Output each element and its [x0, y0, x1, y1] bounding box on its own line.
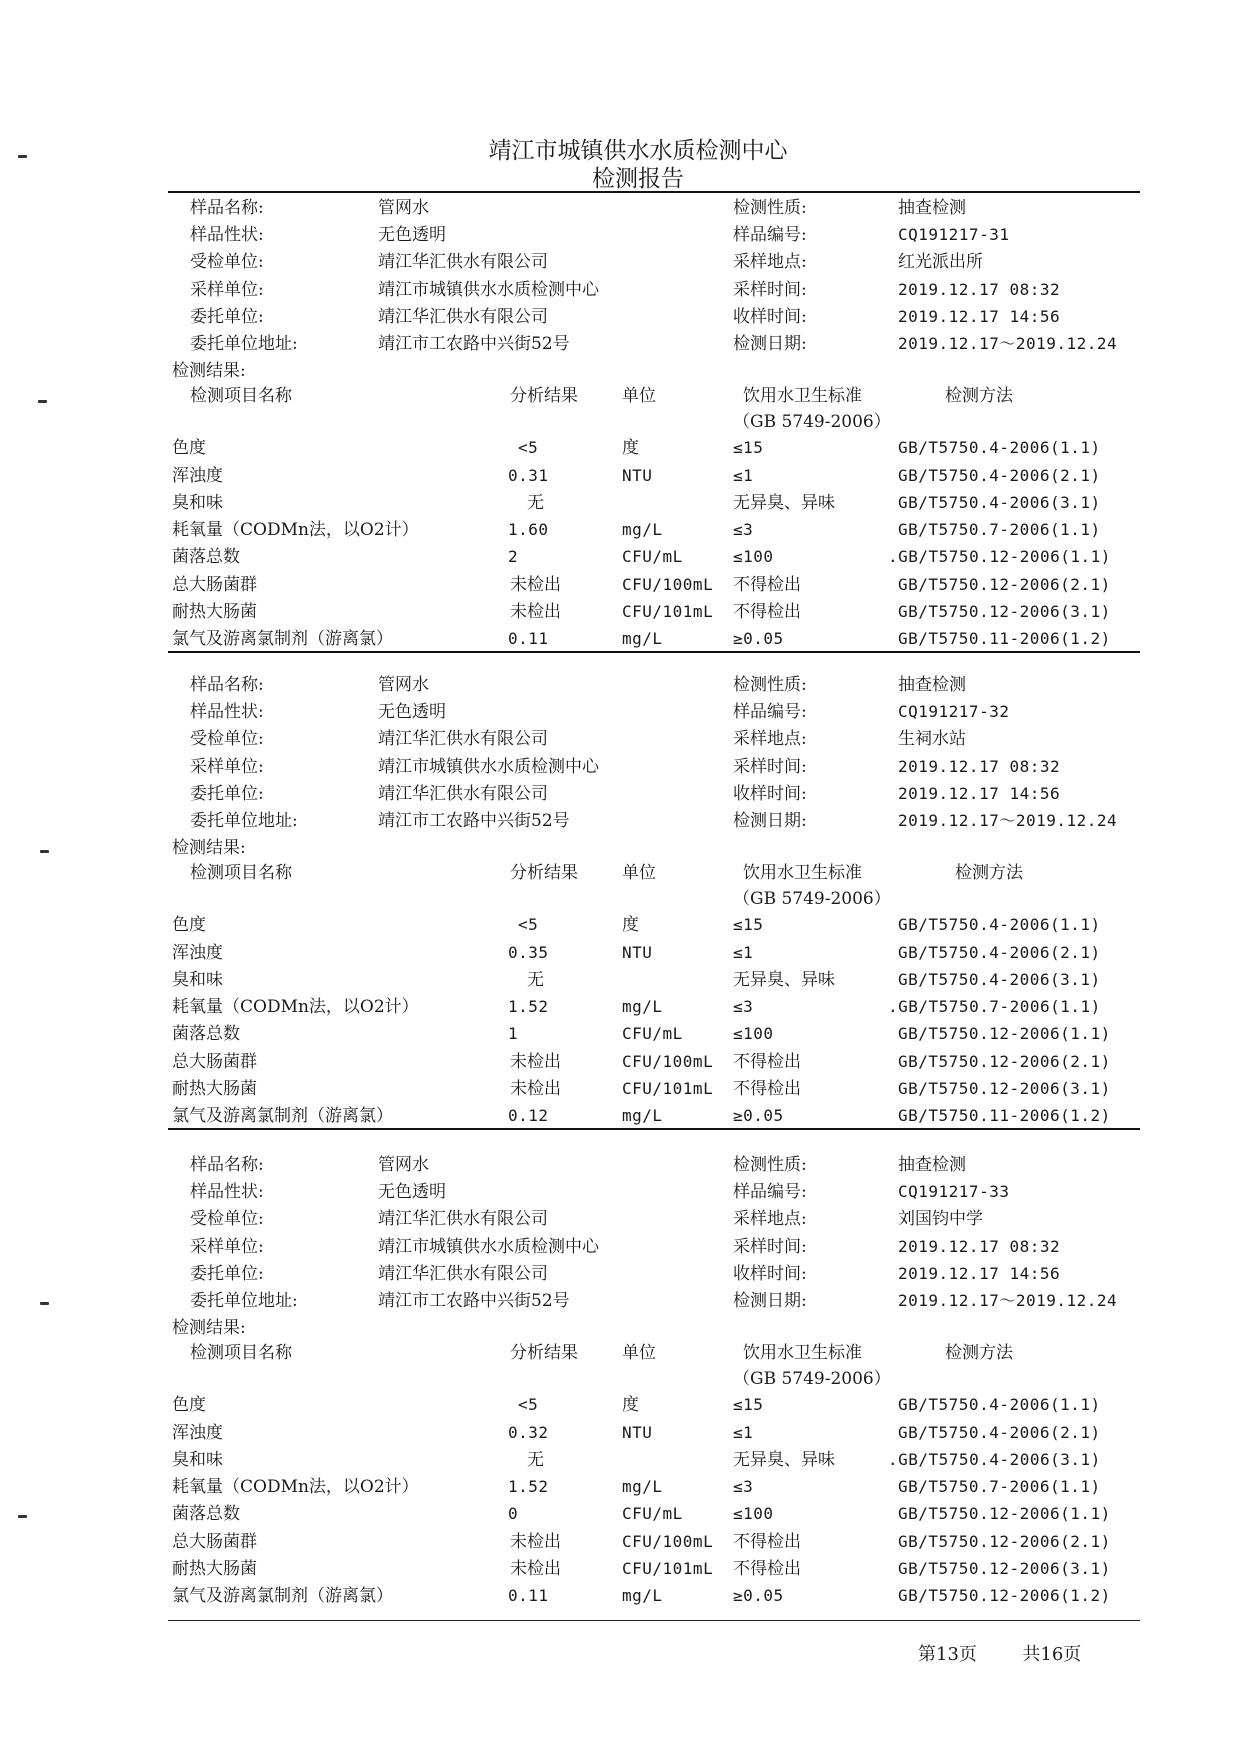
field-label-sampling-time: 采样时间: — [733, 1236, 807, 1257]
field-label-sample-name: 样品名称: — [190, 675, 264, 695]
table-row-result: 0.12 — [508, 1106, 549, 1126]
field-value-client-unit: 靖江华汇供水有限公司 — [378, 783, 548, 804]
page-number: 第13页 — [918, 1644, 977, 1665]
field-label-test-nature: 检测性质: — [733, 675, 807, 695]
table-row-standard: ≤3 — [733, 997, 754, 1017]
field-value-test-nature: 抽查检测 — [898, 1155, 966, 1175]
table-row-unit: CFU/100mL — [622, 574, 714, 594]
table-row-method: .GB/T5750.4-2006(3.1) — [888, 1449, 1101, 1469]
table-row-item: 色度 — [172, 438, 206, 459]
table-row-method: GB/T5750.12-2006(1.1) — [898, 1504, 1111, 1524]
field-value-sample-no: CQ191217-33 — [898, 1182, 1010, 1202]
table-row-method: GB/T5750.12-2006(3.1) — [898, 1079, 1111, 1098]
field-value-sample-state: 无色透明 — [378, 702, 446, 723]
field-value-client-address: 靖江市工农路中兴街52号 — [378, 334, 570, 354]
col-header-result: 分析结果 — [510, 1343, 578, 1364]
field-label-sampling-site: 采样地点: — [733, 252, 807, 273]
table-row-unit: NTU — [622, 942, 653, 962]
col-header-unit: 单位 — [622, 863, 656, 884]
table-row-item: 臭和味 — [172, 1449, 223, 1470]
table-row-method: .GB/T5750.7-2006(1.1) — [888, 997, 1101, 1017]
report-title: 靖江市城镇供水水质检测中心 — [488, 138, 788, 164]
col-header-standard-code: （GB 5749-2006） — [733, 889, 891, 910]
table-row-standard: 不得检出 — [733, 1051, 801, 1072]
table-row-method: GB/T5750.4-2006(1.1) — [898, 438, 1101, 458]
table-row-method: GB/T5750.12-2006(2.1) — [898, 1051, 1111, 1071]
field-label-sampling-site: 采样地点: — [733, 1209, 807, 1230]
table-row-unit: CFU/100mL — [622, 1051, 714, 1071]
table-row-item: 菌落总数 — [172, 547, 240, 568]
field-label-receiving-time: 收样时间: — [733, 783, 807, 804]
table-row-result: <5 — [518, 915, 539, 935]
col-header-result: 分析结果 — [510, 863, 578, 884]
table-row-standard: 无异臭、异味 — [733, 969, 835, 990]
table-row-method: GB/T5750.4-2006(1.1) — [898, 1395, 1101, 1415]
field-value-receiving-time: 2019.12.17 14:56 — [898, 783, 1061, 803]
page-total: 共16页 — [1022, 1644, 1082, 1665]
field-label-sample-name: 样品名称: — [190, 1155, 264, 1175]
table-row-item: 菌落总数 — [172, 1504, 240, 1525]
col-header-method: 检测方法 — [945, 386, 1013, 407]
table-row-result: 0 — [508, 1504, 519, 1524]
table-row-result: 无 — [527, 492, 544, 513]
section-divider — [168, 651, 1140, 653]
table-row-standard: ≤1 — [733, 942, 754, 962]
table-row-unit: CFU/mL — [622, 547, 683, 567]
table-row-method: .GB/T5750.12-2006(1.1) — [888, 547, 1111, 567]
field-label-receiving-time: 收样时间: — [733, 1263, 807, 1284]
col-header-unit: 单位 — [622, 386, 656, 407]
table-row-unit: CFU/100mL — [622, 1531, 714, 1551]
scan-speck — [40, 1302, 49, 1305]
col-header-unit: 单位 — [622, 1343, 656, 1364]
table-row-standard: 不得检出 — [733, 1559, 801, 1579]
field-label-sample-name: 样品名称: — [190, 198, 264, 218]
table-row-unit: mg/L — [622, 629, 663, 649]
col-header-standard: 饮用水卫生标准 — [743, 386, 862, 407]
table-row-standard: 不得检出 — [733, 1531, 801, 1552]
results-label: 检测结果: — [172, 838, 246, 859]
field-value-test-date: 2019.12.17～2019.12.24 — [898, 811, 1118, 830]
col-header-standard-code: （GB 5749-2006） — [733, 412, 891, 433]
table-row-standard: 不得检出 — [733, 1079, 801, 1099]
table-row-method: GB/T5750.12-2006(3.1) — [898, 602, 1111, 621]
table-row-result: 无 — [527, 969, 544, 990]
table-row-result: 未检出 — [510, 1531, 561, 1552]
field-value-sampling-time: 2019.12.17 08:32 — [898, 279, 1061, 299]
table-row-item: 耗氧量（CODMn法，以O2计） — [172, 1477, 419, 1498]
table-row-result: 0.11 — [508, 629, 549, 649]
bottom-rule — [168, 1620, 1140, 1621]
table-row-unit: CFU/101mL — [622, 1079, 714, 1098]
field-value-sampling-time: 2019.12.17 08:32 — [898, 756, 1061, 776]
field-value-inspected-unit: 靖江华汇供水有限公司 — [378, 729, 548, 750]
table-row-item: 耗氧量（CODMn法，以O2计） — [172, 997, 419, 1018]
table-row-item: 臭和味 — [172, 969, 223, 990]
table-row-method: GB/T5750.12-2006(1.2) — [898, 1586, 1111, 1606]
field-label-test-date: 检测日期: — [733, 811, 807, 831]
field-value-sampling-unit: 靖江市城镇供水水质检测中心 — [378, 756, 599, 777]
scan-speck — [18, 155, 27, 158]
table-row-item: 浑浊度 — [172, 942, 223, 963]
table-row-unit: CFU/101mL — [622, 602, 714, 621]
field-label-client-address: 委托单位地址: — [190, 334, 298, 354]
table-row-standard: ≤100 — [733, 1504, 774, 1524]
table-row-unit: 度 — [622, 1395, 639, 1416]
table-row-unit: mg/L — [622, 1106, 663, 1126]
table-row-item: 菌落总数 — [172, 1024, 240, 1045]
field-label-test-date: 检测日期: — [733, 334, 807, 354]
field-value-inspected-unit: 靖江华汇供水有限公司 — [378, 252, 548, 273]
table-row-method: GB/T5750.4-2006(2.1) — [898, 1422, 1101, 1442]
table-row-item: 耗氧量（CODMn法，以O2计） — [172, 520, 419, 541]
table-row-method: GB/T5750.11-2006(1.2) — [898, 629, 1111, 649]
field-value-sampling-site: 红光派出所 — [898, 252, 983, 273]
scan-speck — [40, 850, 49, 853]
table-row-method: GB/T5750.12-2006(3.1) — [898, 1559, 1111, 1578]
col-header-method: 检测方法 — [955, 863, 1023, 884]
field-value-client-address: 靖江市工农路中兴街52号 — [378, 1291, 570, 1311]
table-row-result: 0.11 — [508, 1586, 549, 1606]
field-value-sampling-site: 生祠水站 — [898, 729, 966, 750]
table-row-result: 1 — [508, 1024, 519, 1044]
table-row-item: 耐热大肠菌 — [172, 1559, 257, 1579]
table-row-result: 未检出 — [510, 1051, 561, 1072]
col-header-item: 检测项目名称 — [190, 1343, 292, 1364]
field-value-sample-name: 管网水 — [378, 198, 429, 218]
field-label-test-nature: 检测性质: — [733, 1155, 807, 1175]
scan-speck — [18, 1515, 27, 1518]
field-value-sampling-time: 2019.12.17 08:32 — [898, 1236, 1061, 1256]
table-row-method: GB/T5750.7-2006(1.1) — [898, 1477, 1101, 1497]
table-row-standard: 不得检出 — [733, 574, 801, 595]
field-label-inspected-unit: 受检单位: — [190, 729, 264, 750]
table-row-standard: 不得检出 — [733, 602, 801, 622]
table-row-unit: NTU — [622, 465, 653, 485]
table-row-item: 总大肠菌群 — [172, 1051, 257, 1072]
page-footer — [918, 1640, 1081, 1666]
field-value-inspected-unit: 靖江华汇供水有限公司 — [378, 1209, 548, 1230]
table-row-result: 1.52 — [508, 1477, 549, 1497]
section-divider — [168, 1128, 1140, 1130]
table-row-unit: CFU/mL — [622, 1024, 683, 1044]
table-row-result: 无 — [527, 1449, 544, 1470]
field-label-sample-state: 样品性状: — [190, 225, 264, 246]
table-row-method: GB/T5750.4-2006(3.1) — [898, 969, 1101, 989]
table-row-item: 浑浊度 — [172, 465, 223, 486]
field-value-client-unit: 靖江华汇供水有限公司 — [378, 1263, 548, 1284]
table-row-item: 总大肠菌群 — [172, 1531, 257, 1552]
table-row-result: 2 — [508, 547, 519, 567]
field-value-sampling-unit: 靖江市城镇供水水质检测中心 — [378, 1236, 599, 1257]
table-row-result: 未检出 — [510, 1559, 561, 1579]
table-row-unit: CFU/mL — [622, 1504, 683, 1524]
table-row-unit: mg/L — [622, 1586, 663, 1606]
table-row-item: 氯气及游离氯制剂（游离氯） — [172, 629, 393, 650]
field-label-client-unit: 委托单位: — [190, 783, 264, 804]
table-row-item: 耐热大肠菌 — [172, 1079, 257, 1099]
col-header-item: 检测项目名称 — [190, 863, 292, 884]
col-header-standard-code: （GB 5749-2006） — [733, 1369, 891, 1390]
table-row-result: <5 — [518, 1395, 539, 1415]
field-value-sampling-site: 刘国钧中学 — [898, 1209, 983, 1230]
table-row-method: GB/T5750.12-2006(2.1) — [898, 1531, 1111, 1551]
table-row-item: 总大肠菌群 — [172, 574, 257, 595]
table-row-unit: 度 — [622, 438, 639, 459]
field-label-receiving-time: 收样时间: — [733, 306, 807, 327]
field-value-receiving-time: 2019.12.17 14:56 — [898, 1263, 1061, 1283]
field-label-inspected-unit: 受检单位: — [190, 1209, 264, 1230]
field-value-test-date: 2019.12.17～2019.12.24 — [898, 334, 1118, 353]
field-label-sampling-time: 采样时间: — [733, 756, 807, 777]
field-label-sample-no: 样品编号: — [733, 702, 807, 723]
field-label-client-unit: 委托单位: — [190, 306, 264, 327]
field-value-sample-name: 管网水 — [378, 675, 429, 695]
field-value-client-unit: 靖江华汇供水有限公司 — [378, 306, 548, 327]
field-value-client-address: 靖江市工农路中兴街52号 — [378, 811, 570, 831]
field-label-sampling-time: 采样时间: — [733, 279, 807, 300]
table-row-standard: ≤3 — [733, 520, 754, 540]
table-row-standard: ≤15 — [733, 915, 764, 935]
table-row-method: GB/T5750.12-2006(2.1) — [898, 574, 1111, 594]
field-value-sample-no: CQ191217-31 — [898, 225, 1010, 245]
table-row-standard: ≥0.05 — [733, 1106, 784, 1126]
table-row-method: GB/T5750.11-2006(1.2) — [898, 1106, 1111, 1126]
field-value-sample-state: 无色透明 — [378, 225, 446, 246]
field-value-sampling-unit: 靖江市城镇供水水质检测中心 — [378, 279, 599, 300]
col-header-result: 分析结果 — [510, 386, 578, 407]
table-row-unit: mg/L — [622, 520, 663, 540]
field-value-receiving-time: 2019.12.17 14:56 — [898, 306, 1061, 326]
table-row-item: 色度 — [172, 1395, 206, 1416]
field-label-sample-no: 样品编号: — [733, 1182, 807, 1203]
field-label-test-date: 检测日期: — [733, 1291, 807, 1311]
table-row-item: 臭和味 — [172, 492, 223, 513]
table-row-method: GB/T5750.4-2006(3.1) — [898, 492, 1101, 512]
table-row-standard: ≤100 — [733, 1024, 774, 1044]
table-row-item: 氯气及游离氯制剂（游离氯） — [172, 1586, 393, 1607]
table-row-unit: mg/L — [622, 997, 663, 1017]
results-label: 检测结果: — [172, 361, 246, 382]
col-header-method: 检测方法 — [945, 1343, 1013, 1364]
field-label-sampling-unit: 采样单位: — [190, 1236, 264, 1257]
field-value-test-nature: 抽查检测 — [898, 198, 966, 218]
table-row-item: 氯气及游离氯制剂（游离氯） — [172, 1106, 393, 1127]
table-row-result: 未检出 — [510, 602, 561, 622]
table-row-unit: 度 — [622, 915, 639, 936]
table-row-standard: ≤100 — [733, 547, 774, 567]
field-label-client-address: 委托单位地址: — [190, 1291, 298, 1311]
field-label-inspected-unit: 受检单位: — [190, 252, 264, 273]
table-row-result: 1.52 — [508, 997, 549, 1017]
top-rule — [168, 191, 1140, 193]
scan-speck — [38, 400, 47, 403]
table-row-item: 浑浊度 — [172, 1422, 223, 1443]
field-label-client-unit: 委托单位: — [190, 1263, 264, 1284]
col-header-item: 检测项目名称 — [190, 386, 292, 407]
results-label: 检测结果: — [172, 1318, 246, 1339]
field-value-sample-name: 管网水 — [378, 1155, 429, 1175]
table-row-result: 未检出 — [510, 574, 561, 595]
table-row-method: GB/T5750.7-2006(1.1) — [898, 520, 1101, 540]
table-row-standard: ≤1 — [733, 1422, 754, 1442]
table-row-result: 0.35 — [508, 942, 549, 962]
table-row-standard: 无异臭、异味 — [733, 1449, 835, 1470]
field-label-sampling-site: 采样地点: — [733, 729, 807, 750]
table-row-result: 1.60 — [508, 520, 549, 540]
table-row-item: 色度 — [172, 915, 206, 936]
col-header-standard: 饮用水卫生标准 — [743, 863, 862, 884]
field-value-test-nature: 抽查检测 — [898, 675, 966, 695]
table-row-standard: ≥0.05 — [733, 629, 784, 649]
field-value-sample-no: CQ191217-32 — [898, 702, 1010, 722]
table-row-result: 0.31 — [508, 465, 549, 485]
field-label-client-address: 委托单位地址: — [190, 811, 298, 831]
table-row-unit: NTU — [622, 1422, 653, 1442]
table-row-standard: 无异臭、异味 — [733, 492, 835, 513]
field-label-test-nature: 检测性质: — [733, 198, 807, 218]
field-label-sample-no: 样品编号: — [733, 225, 807, 246]
table-row-method: GB/T5750.4-2006(2.1) — [898, 465, 1101, 485]
table-row-result: <5 — [518, 438, 539, 458]
table-row-item: 耐热大肠菌 — [172, 602, 257, 622]
field-label-sampling-unit: 采样单位: — [190, 279, 264, 300]
field-label-sample-state: 样品性状: — [190, 702, 264, 723]
col-header-standard: 饮用水卫生标准 — [743, 1343, 862, 1364]
table-row-method: GB/T5750.4-2006(1.1) — [898, 915, 1101, 935]
table-row-standard: ≤15 — [733, 438, 764, 458]
field-label-sample-state: 样品性状: — [190, 1182, 264, 1203]
table-row-result: 未检出 — [510, 1079, 561, 1099]
field-value-sample-state: 无色透明 — [378, 1182, 446, 1203]
table-row-standard: ≥0.05 — [733, 1586, 784, 1606]
table-row-method: GB/T5750.4-2006(2.1) — [898, 942, 1101, 962]
table-row-standard: ≤3 — [733, 1477, 754, 1497]
table-row-method: GB/T5750.12-2006(1.1) — [898, 1024, 1111, 1044]
table-row-unit: mg/L — [622, 1477, 663, 1497]
table-row-standard: ≤1 — [733, 465, 754, 485]
table-row-result: 0.32 — [508, 1422, 549, 1442]
table-row-unit: CFU/101mL — [622, 1559, 714, 1578]
report-subtitle: 检测报告 — [592, 166, 684, 192]
table-row-standard: ≤15 — [733, 1395, 764, 1415]
field-value-test-date: 2019.12.17～2019.12.24 — [898, 1291, 1118, 1310]
field-label-sampling-unit: 采样单位: — [190, 756, 264, 777]
